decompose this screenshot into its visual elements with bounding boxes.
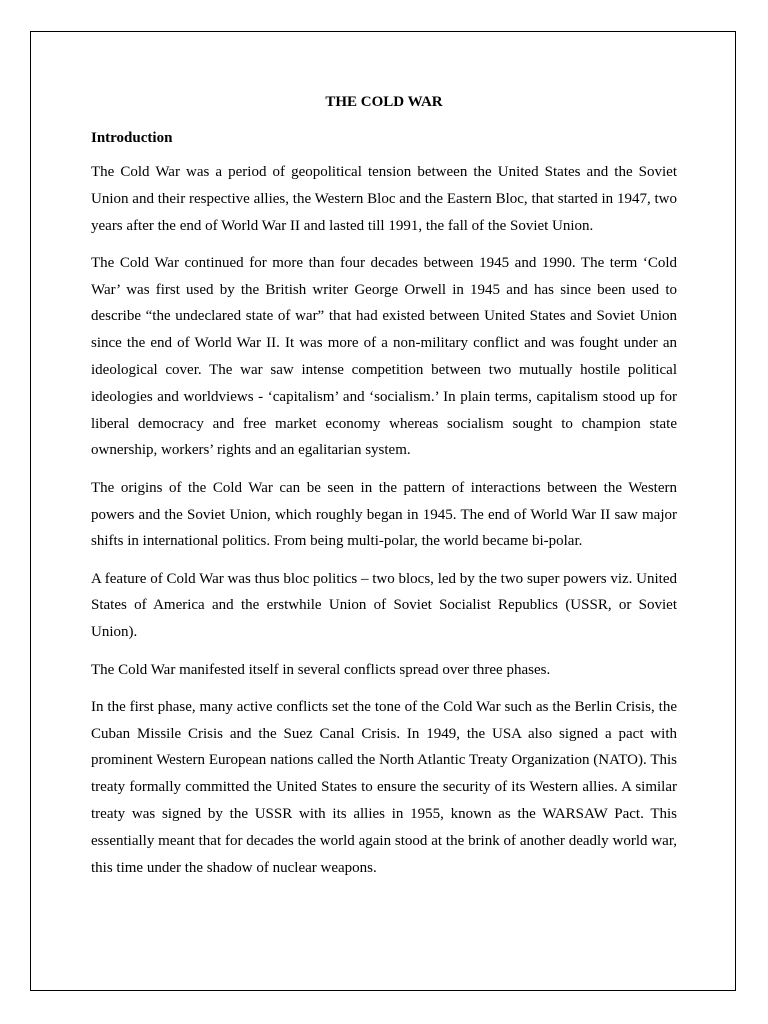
paragraph-3: The origins of the Cold War can be seen in the pattern of interactions between the Western powers and the Soviet Union, which roughly began in 1945. The end of World War II saw major shifts in international politics. From being multi-polar, the world became bi-polar. — [91, 479, 677, 550]
document-body — [91, 92, 677, 892]
paragraph-5: The Cold War manifested itself in several conflicts spread over three phases. — [91, 661, 551, 678]
paragraph-4: A feature of Cold War was thus bloc politics – two blocs, led by the two super powers viz. United States of America and the erstwhile Union of Soviet Socialist Republics (USSR, or Soviet Union). — [91, 570, 677, 641]
section-heading: Introduction — [91, 130, 173, 146]
document-title: THE COLD WAR — [325, 94, 443, 110]
paragraph-2: The Cold War continued for more than four decades between 1945 and 1990. The term ‘Cold War’ was first used by the British writer George Orwell in 1945 and has since been used to describe “the undeclared state of war” that had existed between United States and Soviet Union since the end of World War II. It was more of a non-military conflict and was fought under an ideological cover. The war saw intense competition between two mutually hostile political ideologies and worldviews - ‘capitalism’ and ‘socialism.’ In plain terms, capitalism stood up for liberal democracy and free market economy whereas socialism sought to champion state ownership, workers’ rights and an egalitarian system. — [91, 254, 677, 459]
document-page — [30, 31, 736, 991]
paragraph-1: The Cold War was a period of geopolitical tension between the United States and the Soviet Union and their respective allies, the Western Bloc and the Eastern Bloc, that started in 1947, two years after the end of World War II and lasted till 1991, the fall of the Soviet Union. — [91, 164, 677, 234]
paragraph-6: In the first phase, many active conflicts set the tone of the Cold War such as the Berlin Crisis, the Cuban Missile Crisis and the Suez Canal Crisis. In 1949, the USA also signed a pact with prominent Western European nations called the North Atlantic Treaty Organization (NATO). This treaty formally committed the United States to ensure the security of its Western allies. A similar treaty was signed by the USSR with its allies in 1955, known as the WARSAW Pact. This essentially meant that for decades the world again stood at the brink of another deadly world war, this time under the shadow of nuclear weapons. — [91, 698, 677, 876]
